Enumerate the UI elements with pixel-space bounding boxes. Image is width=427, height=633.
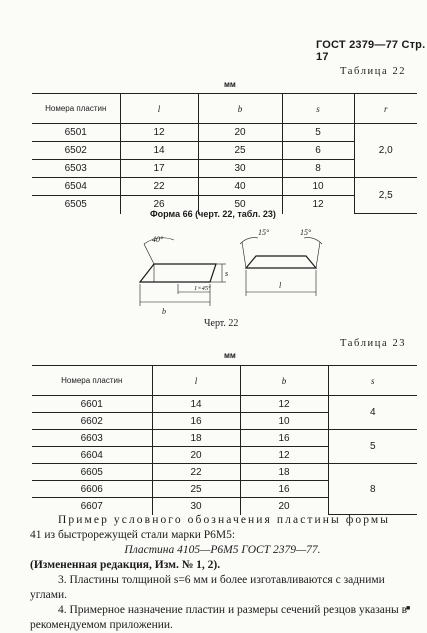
table-22-header-r: r xyxy=(354,94,417,124)
table-22-header-l: l xyxy=(120,94,198,124)
table-cell: 6503 xyxy=(32,160,120,178)
page-header: ГОСТ 2379—77 Стр. 17 xyxy=(316,39,426,63)
table-23-unit: мм xyxy=(224,351,236,360)
table-cell: 12 xyxy=(120,124,198,142)
table-cell: 50 xyxy=(198,196,282,214)
table-cell: 40 xyxy=(198,178,282,196)
body-text xyxy=(30,513,415,633)
table-cell: 6601 xyxy=(32,396,152,413)
table-cell: 6501 xyxy=(32,124,120,142)
table-cell: 30 xyxy=(152,498,240,515)
table-cell: 18 xyxy=(152,430,240,447)
table-cell: 17 xyxy=(120,160,198,178)
angle-left-label: 40° xyxy=(152,235,164,244)
table-23-caption: Таблица 23 xyxy=(340,338,407,349)
table-cell: 6602 xyxy=(32,413,152,430)
table-row xyxy=(32,430,417,447)
table-cell: 6502 xyxy=(32,142,120,160)
table-cell: 6 xyxy=(282,142,354,160)
example-line-2: 41 из быстрорежущей стали марки Р6М5: xyxy=(30,529,236,541)
table-cell: 16 xyxy=(152,413,240,430)
table-cell-r: 2,0 xyxy=(354,124,417,178)
right-plate-outline xyxy=(246,256,316,268)
note-3: 3. Пластины толщиной s=6 мм и более изготавливаются с задними углами. xyxy=(30,574,385,601)
table-cell: 6505 xyxy=(64,199,87,211)
table-cell: 10 xyxy=(282,178,354,196)
designation: Пластина 4105—Р6М5 ГОСТ 2379—77. xyxy=(124,544,321,556)
dim-b-label: b xyxy=(162,307,166,316)
table-cell: 6504 xyxy=(32,178,120,196)
table-cell: 5 xyxy=(282,124,354,142)
table-cell-s: 5 xyxy=(328,430,417,464)
table-23-header-l: l xyxy=(152,366,240,396)
table-22-caption: Таблица 22 xyxy=(340,66,407,77)
table-row xyxy=(32,124,417,142)
left-plate-outline xyxy=(140,264,216,282)
table-cell: 14 xyxy=(152,396,240,413)
table-cell: 12 xyxy=(282,196,354,214)
table-row xyxy=(32,464,417,481)
table-23-header-number: Номера пластин xyxy=(32,366,152,396)
angle-right-1-label: 15° xyxy=(258,228,270,237)
table-row xyxy=(32,178,417,196)
table-cell: 22 xyxy=(152,464,240,481)
chamfer-label: 1×45° xyxy=(194,285,211,292)
dim-l-label: l xyxy=(279,281,282,290)
table-22-header-number: Номера пластин xyxy=(32,94,120,124)
table-22-header-b: b xyxy=(198,94,282,124)
table-23 xyxy=(32,365,417,515)
table-cell-s: 8 xyxy=(328,464,417,515)
table-cell: 20 xyxy=(198,124,282,142)
table-cell-r: 2,5 xyxy=(354,178,417,214)
revision-note: (Измененная редакция, Изм. № 1, 2). xyxy=(30,559,221,571)
angle-right-2-label: 15° xyxy=(300,228,312,237)
table-row xyxy=(32,396,417,413)
table-cell: 6603 xyxy=(32,430,152,447)
table-cell: 22 xyxy=(120,178,198,196)
example-line-1: Пример условного обозначения пластины формы xyxy=(58,514,391,526)
table-cell: 25 xyxy=(198,142,282,160)
table-cell: 26 xyxy=(120,196,198,214)
drawing-form-66 xyxy=(118,222,338,322)
table-23-header-b: b xyxy=(240,366,328,396)
form-66-caption: Форма 66 (черт. 22, табл. 23) xyxy=(150,209,276,219)
margin-mark: ■ xyxy=(406,604,411,612)
table-cell: 12 xyxy=(240,396,328,413)
table-cell: 8 xyxy=(282,160,354,178)
table-cell: 14 xyxy=(120,142,198,160)
table-cell: 12 xyxy=(240,447,328,464)
table-cell: 6604 xyxy=(32,447,152,464)
dim-s-label: s xyxy=(225,269,229,278)
table-cell: 25 xyxy=(152,481,240,498)
table-cell: 20 xyxy=(240,498,328,515)
drawing-caption: Черт. 22 xyxy=(204,318,239,329)
table-23-header-s: s xyxy=(328,366,417,396)
table-cell: 30 xyxy=(198,160,282,178)
table-22-header-s: s xyxy=(282,94,354,124)
angle-arc-right-2 xyxy=(304,238,322,244)
table-22-unit: мм xyxy=(224,80,236,89)
table-cell: 6606 xyxy=(32,481,152,498)
table-cell: 18 xyxy=(240,464,328,481)
table-cell: 10 xyxy=(240,413,328,430)
table-cell: 6607 xyxy=(80,500,103,512)
table-cell-s: 4 xyxy=(328,396,417,430)
table-cell: 16 xyxy=(240,430,328,447)
note-4: 4. Примерное назначение пластин и размеры сечений резцов указаны в рекомендуемом приложении. xyxy=(30,604,408,631)
angle-arc-right-1 xyxy=(240,238,258,244)
table-22 xyxy=(32,93,417,214)
table-cell: 20 xyxy=(152,447,240,464)
table-cell: 16 xyxy=(240,481,328,498)
table-cell: 6605 xyxy=(32,464,152,481)
